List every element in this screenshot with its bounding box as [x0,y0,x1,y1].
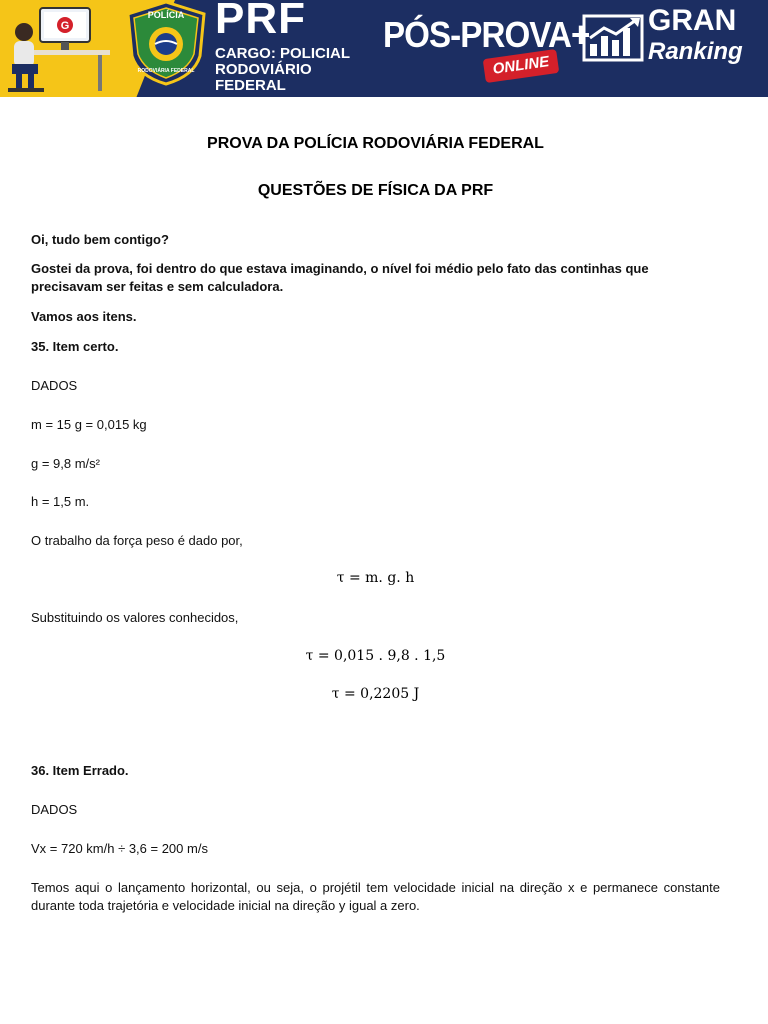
intro-paragraph: Gostei da prova, foi dentro do que estava imaginando, o nível foi médio pelo fato das continhas que precisavam ser feitas e sem calculadora. [31,261,649,294]
svg-text:G: G [60,20,70,32]
item-36-dados: DADOS [31,802,78,817]
item-35-gravity: g = 9,8 m/s² [31,456,100,471]
prf-badge-emblem [124,0,208,86]
online-tag: ONLINE [483,49,560,83]
item-35-work-text: O trabalho da força peso é dado por, [31,533,243,548]
equation-work-formula: τ = m. g. h [336,570,415,586]
item-35-mass: m = 15 g = 0,015 kg [31,417,147,432]
ranking-logo-text: Ranking [648,38,743,65]
greeting: Oi, tudo bem contigo? [31,232,169,247]
student-desk-illustration [6,2,116,94]
prf-wordmark: PRF [215,0,306,43]
item-36-heading: 36. Item Errado. [31,763,129,778]
cargo-line-2: RODOVIÁRIO FEDERAL [215,61,312,94]
document-subtitle: QUESTÕES DE FÍSICA DA PRF [257,182,494,199]
item-35-heading: 35. Item certo. [31,339,119,354]
cargo-label [215,46,385,94]
equation-substitution: τ = 0,015 . 9,8 . 1,5 [305,648,446,664]
gran-logo-text: GRAN [648,4,737,37]
item-35-substitution-text: Substituindo os valores conhecidos, [31,610,239,625]
badge-text-top: POLÍCIA [147,10,185,20]
ranking-chart-icon [582,14,644,62]
document-title: PROVA DA POLÍCIA RODOVIÁRIA FEDERAL [207,135,544,152]
cargo-line-1: CARGO: POLICIAL [215,45,350,62]
badge-text-bottom: RODOVIÁRIA FEDERAL [137,68,195,74]
item-35-height: h = 1,5 m. [31,494,90,509]
item-35-dados: DADOS [31,378,78,393]
equation-result: τ = 0,2205 J [331,686,420,702]
item-36-velocity: Vx = 720 km/h ÷ 3,6 = 200 m/s [31,841,208,856]
lets-go-line: Vamos aos itens. [31,309,137,324]
pos-prova-title: PÓS-PROVA+ [383,14,590,55]
item-36-explanation: Temos aqui o lançamento horizontal, ou seja, o projétil tem velocidade inicial na direção x e permanece constante durante toda trajetória e velocidade inicial na direção y igual a zero. [31,880,720,913]
header-banner [0,0,768,97]
